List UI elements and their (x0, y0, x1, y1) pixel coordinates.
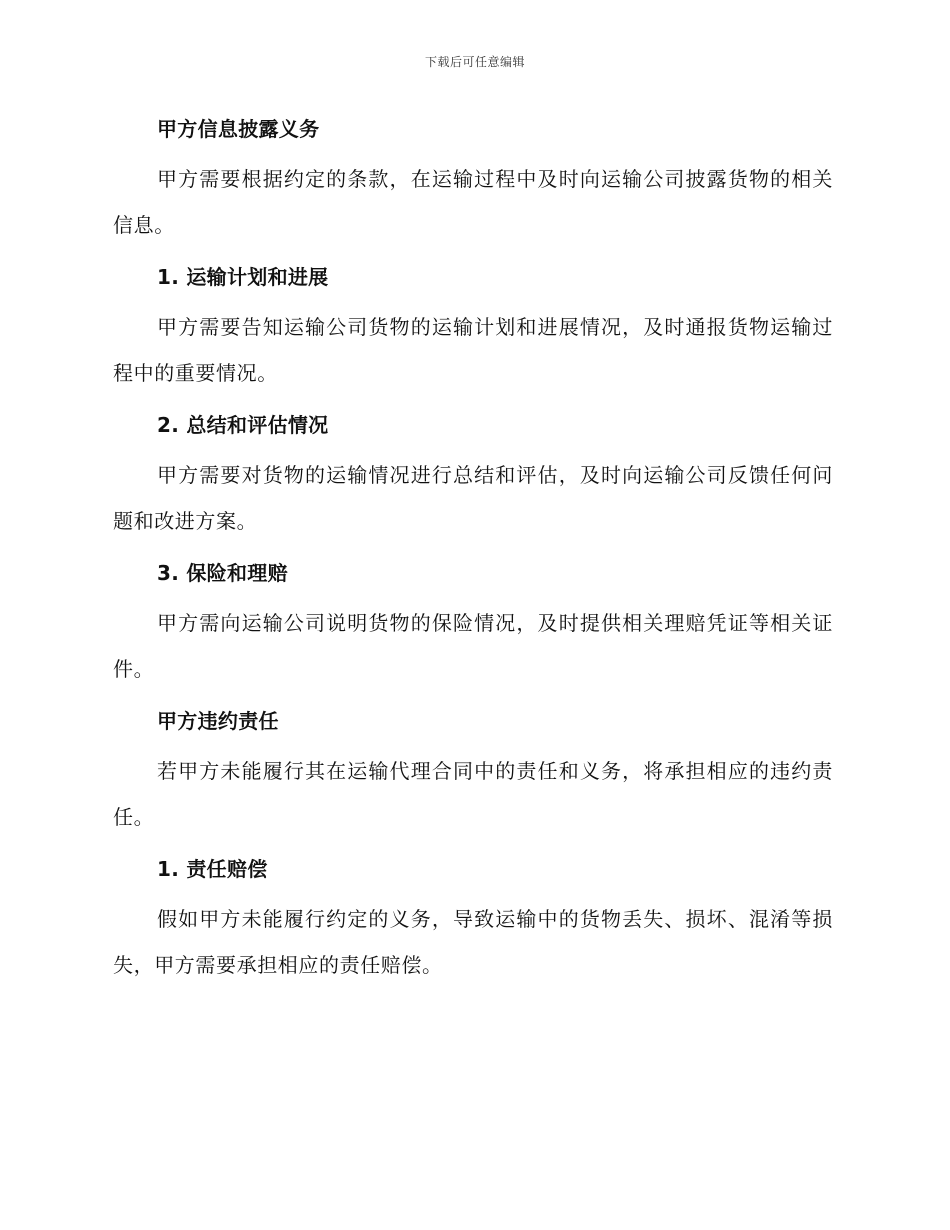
section-heading: 3. 保险和理赔 (157, 561, 288, 585)
section-disclosure (113, 108, 833, 248)
section-summary-evaluation (113, 404, 833, 544)
section-paragraph: 若甲方未能履行其在运输代理合同中的责任和义务，将承担相应的违约责任。 (113, 759, 833, 829)
section-transport-plan (113, 256, 833, 396)
section-paragraph: 甲方需要对货物的运输情况进行总结和评估，及时向运输公司反馈任何问题和改进方案。 (113, 463, 833, 533)
section-paragraph: 甲方需要根据约定的条款，在运输过程中及时向运输公司披露货物的相关信息。 (113, 167, 833, 237)
section-heading: 1. 运输计划和进展 (157, 265, 329, 289)
document-body (113, 108, 833, 996)
section-insurance-claims (113, 552, 833, 692)
section-heading: 1. 责任赔偿 (157, 857, 268, 881)
header-note: 下载后可任意编辑 (424, 55, 525, 69)
section-paragraph: 甲方需向运输公司说明货物的保险情况，及时提供相关理赔凭证等相关证件。 (113, 611, 833, 681)
section-paragraph: 甲方需要告知运输公司货物的运输计划和进展情况，及时通报货物运输过程中的重要情况。 (113, 315, 833, 385)
section-heading: 甲方信息披露义务 (157, 117, 320, 141)
section-paragraph: 假如甲方未能履行约定的义务，导致运输中的货物丢失、损坏、混淆等损失，甲方需要承担相应的责任赔偿。 (113, 907, 833, 977)
section-heading: 甲方违约责任 (157, 709, 279, 733)
section-heading: 2. 总结和评估情况 (157, 413, 329, 437)
section-compensation (113, 848, 833, 988)
section-breach-liability (113, 700, 833, 840)
